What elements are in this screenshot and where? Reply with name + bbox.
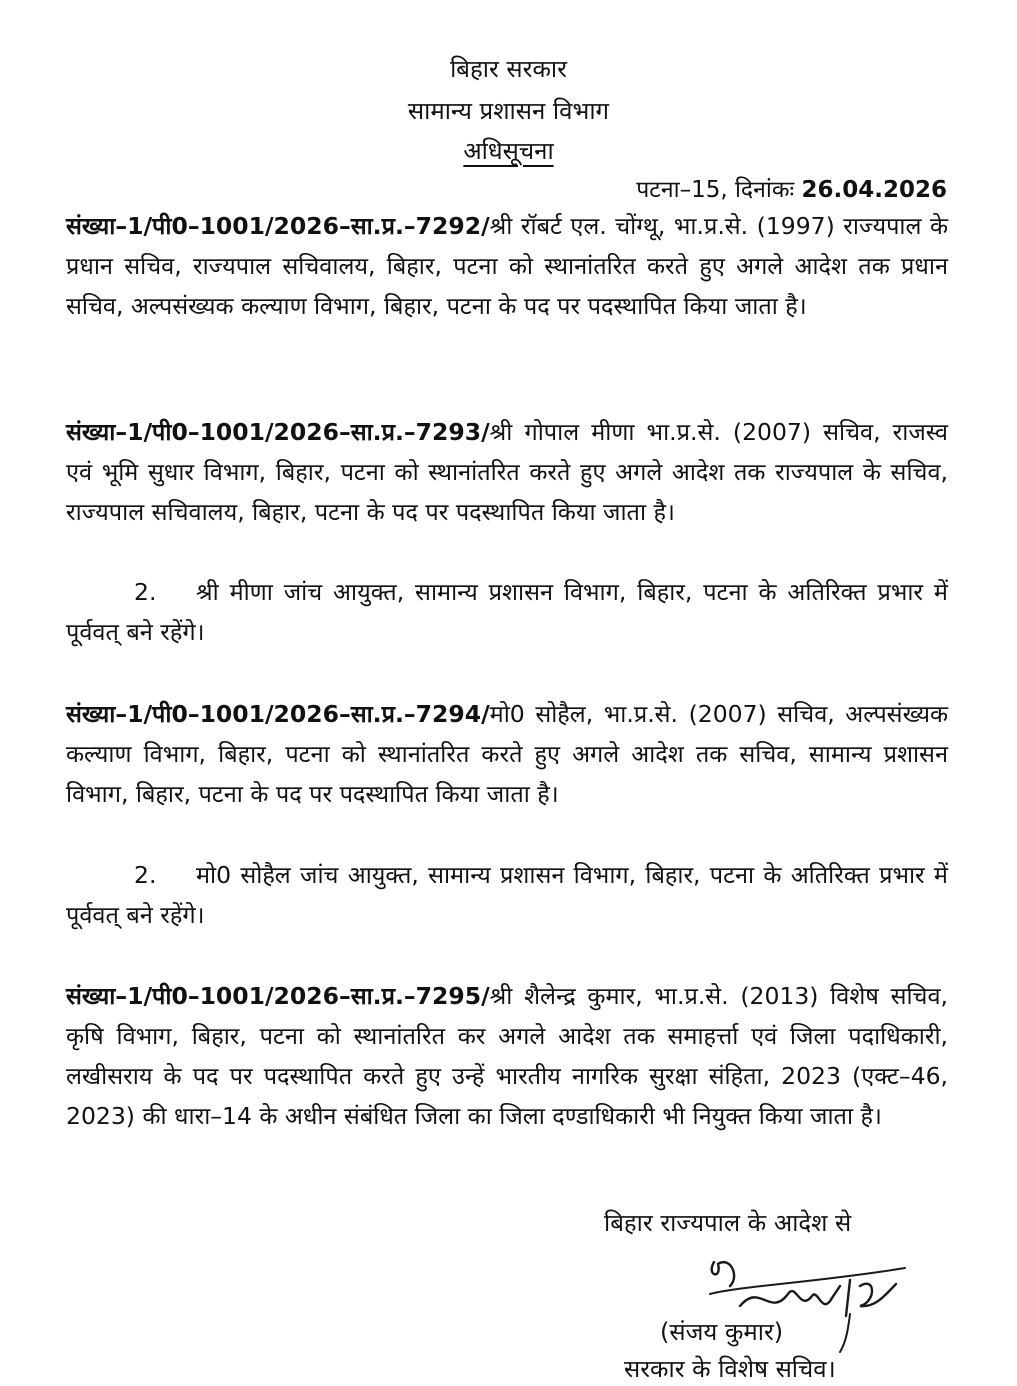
notice-ref: संख्या–1/पी0–1001/2026–सा.प्र.–7294/ [66,700,490,728]
notice-7293-sub [66,572,948,652]
sub-number: 2. [134,578,157,606]
dateline-place: पटना–15, दिनांकः [636,177,795,203]
notice-7292 [66,206,948,326]
notice-7294-sub [66,855,948,935]
notice-text: श्री रॉबर्ट एल. चोंग्थू, भा.प्र.से. (1997) राज्यपाल के प्रधान सचिव, राज्यपाल सचिवालय, बिहार, पटना को स्थानांतरित करते हुए अगले आदेश तक प्रधान सचिव, अल्पसंख्यक कल्याण विभाग, बिहार, पटना के पद पर पदस्थापित किया जाता है। [66,212,948,320]
sub-text: मो0 सोहैल जांच आयुक्त, सामान्य प्रशासन विभाग, बिहार, पटना के अतिरिक्त प्रभार में पूर्ववत् बने रहेंगे। [66,861,948,929]
sub-text: श्री मीणा जांच आयुक्त, सामान्य प्रशासन विभाग, बिहार, पटना के अतिरिक्त प्रभार में पूर्ववत् बने रहेंगे। [66,578,948,646]
notice-7294 [66,694,948,814]
notice-text: मो0 सोहैल, भा.प्र.से. (2007) सचिव, अल्पसंख्यक कल्याण विभाग, बिहार, पटना को स्थानांतरित करते हुए अगले आदेश तक सचिव, सामान्य प्रशासन विभाग, बिहार, पटना के पद पर पदस्थापित किया जाता है। [66,700,948,808]
notice-7293 [66,412,948,532]
dateline [636,172,947,204]
department-name: सामान्य प्रशासन विभाग [407,97,610,125]
notice-text: श्री गोपाल मीणा भा.प्र.से. (2007) सचिव, राजस्व एवं भूमि सुधार विभाग, बिहार, पटना को स्थानांतरित करते हुए अगले आदेश तक राज्यपाल के सचिव, राज्यपाल सचिवालय, बिहार, पटना के पद पर पदस्थापित किया जाता है। [66,418,948,526]
notice-7295 [66,976,948,1136]
notice-text: श्री शैलेन्द्र कुमार, भा.प्र.से. (2013) विशेष सचिव, कृषि विभाग, बिहार, पटना को स्थानांतरित कर अगले आदेश तक समाहर्त्ता एवं जिला पदाधिकारी, लखीसराय के पद पर पदस्थापित करते हुए उन्हें भारतीय नागरिक सुरक्षा संहिता, 2023 (एक्ट–46, 2023) की धारा–14 के अधीन संबंधित जिला का जिला दण्डाधिकारी भी नियुक्त किया जाता है। [66,982,948,1130]
govt-name: बिहार सरकार [450,55,567,83]
document-title: अधिसूचना [463,137,554,165]
notice-ref: संख्या–1/पी0–1001/2026–सा.प्र.–7295/ [66,982,490,1010]
notice-ref: संख्या–1/पी0–1001/2026–सा.प्र.–7292/ [66,212,490,240]
notice-ref: संख्या–1/पी0–1001/2026–सा.प्र.–7293/ [66,418,490,446]
order-line: बिहार राज्यपाल के आदेश से [604,1209,852,1237]
signatory-designation: सरकार के विशेष सचिव। [624,1355,836,1383]
sub-number: 2. [134,861,157,889]
dateline-date: 26.04.2026 [801,177,947,203]
signatory-name: (संजय कुमार) [660,1318,784,1346]
